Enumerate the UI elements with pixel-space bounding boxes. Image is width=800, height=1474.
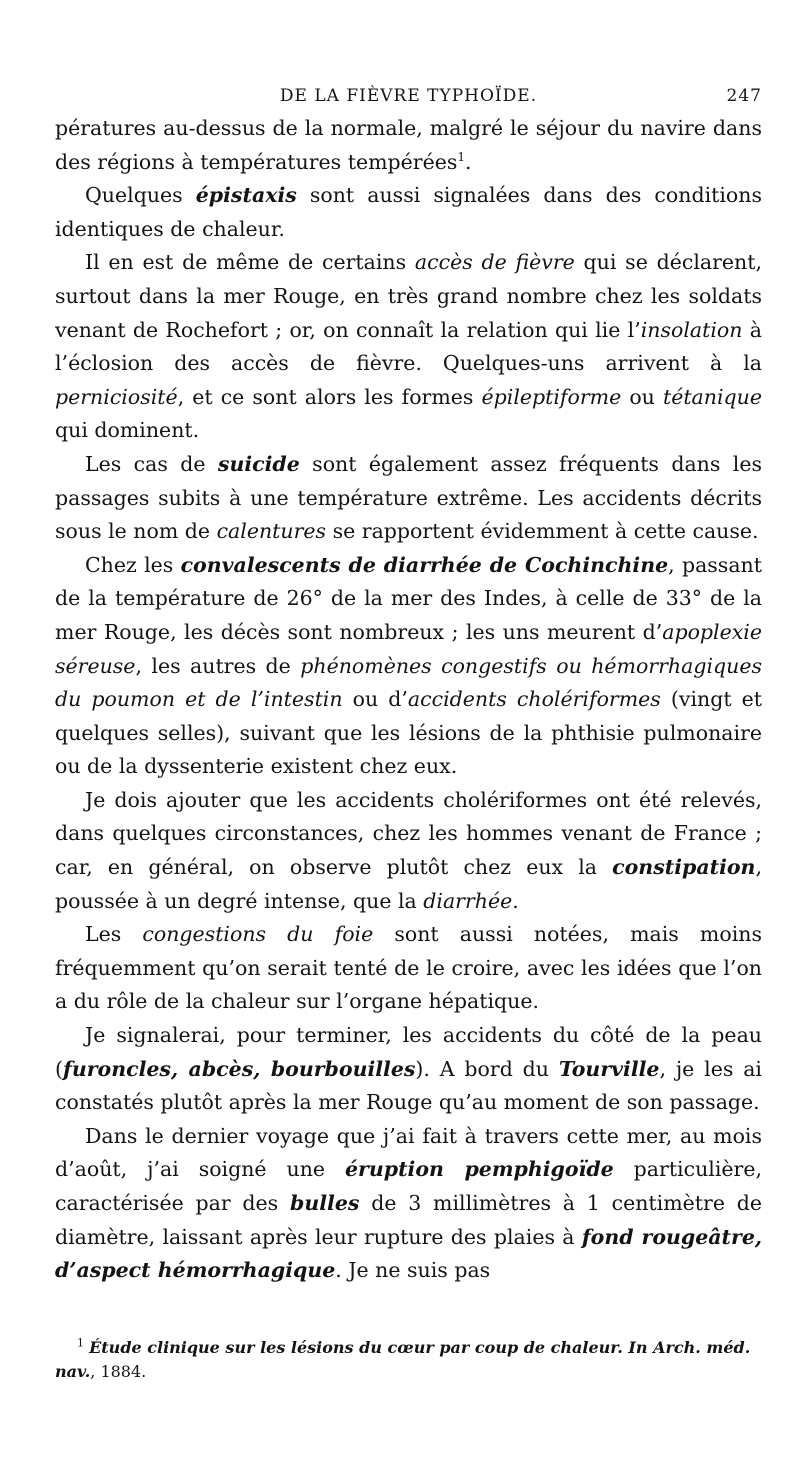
paragraph-accidents-peau: Je signalerai, pour terminer, les accidents du côté de la peau (furoncles, abcès, bourbouilles). A bord du Tourville, je les ai constatés plutôt après la mer Rouge qu’au moment de son passage. <box>55 1023 762 1115</box>
paragraph-continuation: pératures au-dessus de la normale, malgré le séjour du navire dans des régions à températures tempérées$^1$. <box>55 116 762 174</box>
paragraph-choleriformes: Je dois ajouter que les accidents cholériformes ont été relevés, dans quelques circonstances, chez les hommes venant de France ; car, en général, on observe plutôt chez eux la constipation, poussée à un degré intense, que la diarrhée. <box>55 787 762 913</box>
footnote-ref: 1 <box>457 149 466 164</box>
running-title: DE LA FIÈVRE TYPHOÏDE. <box>279 86 538 106</box>
body-text <box>55 112 762 1288</box>
running-header <box>55 86 762 112</box>
paragraph-suicide: Les cas de suicide sont également assez fréquents dans les passages subits à une température extrême. Les accidents décrits sous le nom de calentures se rapportent évidemment à cette cause. <box>55 451 762 544</box>
paragraph-epistaxis: Quelques épistaxis sont aussi signalées dans des conditions identiques de chaleur. <box>55 183 762 241</box>
paragraph-eruption-pemphigoide: Dans le dernier voyage que j’ai fait à travers cette mer, au mois d’août, j’ai soigné une éruption pemphigoïde particulière, caractérisée par des bulles de 3 millimètres à 1 centimètre de diamètre, laissant après leur rupture des plaies à fond rougeâtre, d’aspect hémorrhagique. Je ne suis pas <box>55 1123 763 1283</box>
paragraph-acces-de-fievre: Il en est de même de certains accès de fièvre qui se déclarent, surtout dans la mer Rouge, en très grand nombre chez les soldats venant de Rochefort ; or, on connaît la relation qui lie l’insolation à l’éclosion des accès de fièvre. Quelques-uns arrivent à la perniciosité, et ce sont alors les formes épileptiforme ou tétanique qui dominent. <box>55 250 762 443</box>
footnote: $^1$ Étude clinique sur les lésions du cœur par coup de chaleur. In Arch. méd. nav., 1884. <box>55 1336 751 1381</box>
page-number: 247 <box>726 86 762 106</box>
footnote-number: 1 <box>77 1336 84 1350</box>
paragraph-congestions-du-foie: Les congestions du foie sont aussi notées, mais moins fréquemment qu’on serait tenté de le croire, avec les idées que l’on a du rôle de la chaleur sur l’organe hépatique. <box>55 922 762 1014</box>
footnotes <box>55 1336 762 1384</box>
paragraph-convalescents: Chez les convalescents de diarrhée de Cochinchine, passant de la température de 26° de la mer des Indes, à celle de 33° de la mer Rouge, les décès sont nombreux ; les uns meurent d’apoplexie séreuse, les autres de phénomènes congestifs ou hémorrhagiques du poumon et de l’intestin ou d’accidents cholériformes (vingt et quelques selles), suivant que les lésions de la phthisie pulmonaire ou de la dyssenterie existent chez eux. <box>55 552 763 779</box>
